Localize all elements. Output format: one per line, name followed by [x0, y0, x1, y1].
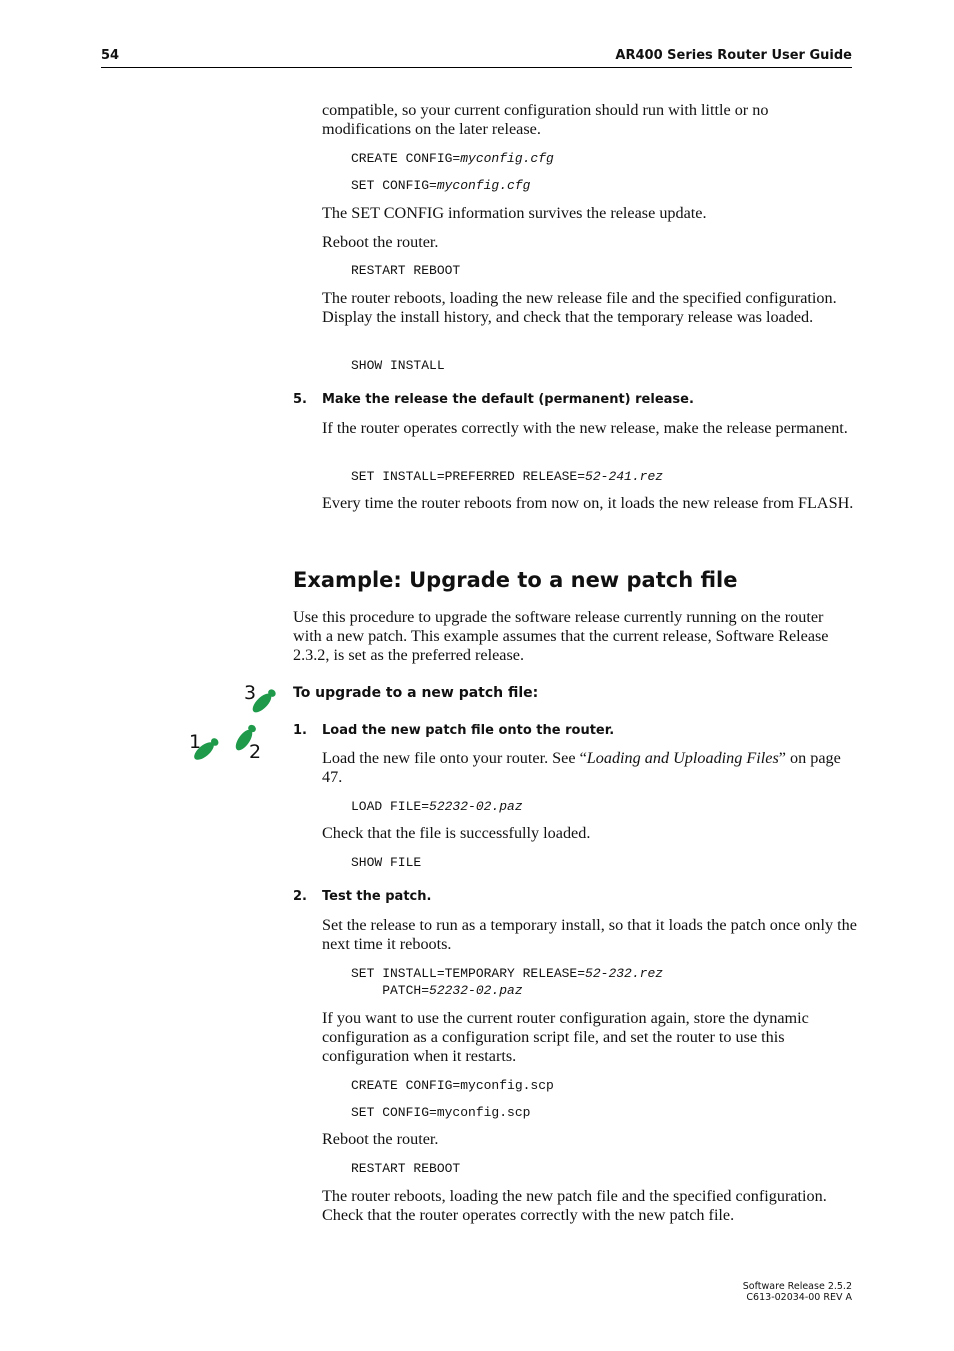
- code-line: SET INSTALL=PREFERRED RELEASE=52-241.rez: [351, 469, 664, 484]
- paragraph: The router reboots, loading the new patch file and the specified configuration. Check that the router operates correctly with the new patch file.: [322, 1187, 827, 1224]
- footer-release: Software Release 2.5.2: [742, 1281, 852, 1292]
- code-line: CREATE CONFIG=myconfig.cfg: [351, 151, 554, 166]
- paragraph: Every time the router reboots from now on, it loads the new release from FLASH.: [322, 494, 854, 512]
- code-line: CREATE CONFIG=myconfig.scp: [351, 1078, 554, 1093]
- step-icon-label: 1: [189, 731, 202, 753]
- header-rule: [101, 67, 852, 68]
- page-number: 54: [101, 48, 120, 63]
- code-line: SET CONFIG=myconfig.scp: [351, 1105, 531, 1120]
- footer-doc-number: C613-02034-00 REV A: [746, 1292, 852, 1303]
- guide-title: AR400 Series Router User Guide: [615, 48, 852, 63]
- paragraph: Use this procedure to upgrade the software release currently running on the router with a new patch. This example assumes that the current release, Software Release 2.3.2, is set as the preferred release.: [293, 608, 829, 664]
- code-line: SHOW INSTALL: [351, 358, 445, 373]
- paragraph: Reboot the router.: [322, 1130, 439, 1148]
- code-line: SET INSTALL=TEMPORARY RELEASE=52-232.rez: [351, 966, 664, 981]
- paragraph: Check that the file is successfully loaded.: [322, 824, 591, 842]
- paragraph: The SET CONFIG information survives the release update.: [322, 204, 707, 222]
- paragraph: Set the release to run as a temporary install, so that it loads the patch once only the next time it reboots.: [322, 916, 857, 953]
- paragraph: If the router operates correctly with the new release, make the release permanent.: [322, 419, 848, 437]
- cross-reference-link[interactable]: Loading and Uploading Files: [586, 749, 779, 767]
- step-title: Load the new patch file onto the router.: [322, 723, 615, 738]
- code-line: LOAD FILE=52232-02.paz: [351, 799, 523, 814]
- paragraph: Load the new file onto your router. See “Loading and Uploading Files” on page 47.: [322, 749, 841, 786]
- code-line: RESTART REBOOT: [351, 263, 461, 278]
- section-heading: Example: Upgrade to a new patch file: [293, 568, 738, 592]
- paragraph: The router reboots, loading the new release file and the specified configuration. Display the install history, and check that the temporary release was loaded.: [322, 289, 837, 326]
- paragraph: If you want to use the current router configuration again, store the dynamic configuration as a configuration script file, and set the router to use this configuration when it restarts.: [322, 1009, 809, 1065]
- footsteps-icon: [186, 682, 278, 768]
- step-number: 2.: [293, 889, 307, 904]
- step-icon-label: 3: [244, 682, 257, 704]
- step-icon-label: 2: [249, 741, 262, 763]
- step-number: 5.: [293, 392, 307, 407]
- procedure-title: To upgrade to a new patch file:: [293, 685, 539, 701]
- step-number: 1.: [293, 723, 307, 738]
- paragraph: Reboot the router.: [322, 233, 439, 251]
- step-title: Make the release the default (permanent) release.: [322, 392, 694, 407]
- code-line: SHOW FILE: [351, 855, 422, 870]
- step-title: Test the patch.: [322, 889, 432, 904]
- paragraph: compatible, so your current configuration should run with little or no modifications on the later release.: [322, 101, 769, 138]
- code-line: RESTART REBOOT: [351, 1161, 461, 1176]
- code-line: SET CONFIG=myconfig.cfg: [351, 178, 531, 193]
- footsteps-graphic: [186, 682, 278, 768]
- code-line: PATCH=52232-02.paz: [351, 983, 523, 998]
